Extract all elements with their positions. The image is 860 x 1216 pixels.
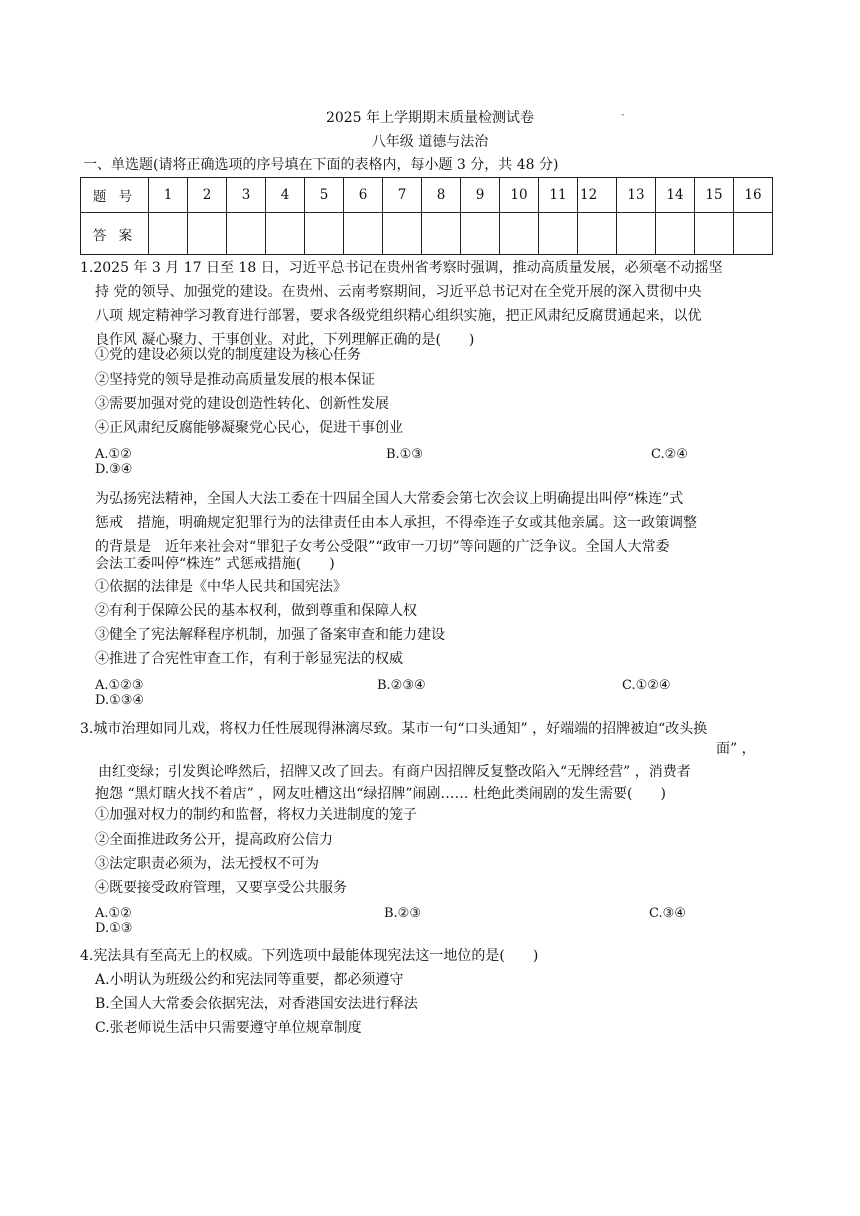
statement-item: ③需要加强对党的建设创造性转化、创新性发展 bbox=[95, 396, 389, 412]
statement-item: ②坚持党的领导是推动高质量发展的根本保证 bbox=[95, 372, 375, 388]
question-number-cell: 13 bbox=[617, 178, 656, 213]
option-b[interactable]: B.全国人大常委会依据宪法，对香港国安法进行释法 bbox=[95, 996, 418, 1012]
option-d[interactable]: D.①③ bbox=[95, 921, 133, 936]
statement-item: ③法定职责必须为，法无授权不可为 bbox=[95, 856, 319, 872]
statement-item: ④推进了合宪性审查工作，有利于彰显宪法的权威 bbox=[95, 651, 403, 667]
statement-item: ④正风肃纪反腐能够凝聚党心民心，促进干事创业 bbox=[95, 420, 403, 436]
option-b[interactable]: B.②③④ bbox=[377, 678, 426, 693]
option-b[interactable]: B.②③ bbox=[384, 906, 421, 921]
statement-item: ①加强对权力的制约和监督，将权力关进制度的笼子 bbox=[95, 807, 417, 823]
exam-subtitle: 八年级 道德与法治 bbox=[371, 134, 489, 150]
question-number-cell: 11 bbox=[539, 178, 578, 213]
question-stem-line: 3.城市治理如同儿戏，将权力任性展现得淋漓尽致。某市一句“口头通知” ，好端端的招牌被迫“改头换 bbox=[80, 721, 708, 737]
question-stem-line: 惩戒 措施，明确规定犯罪行为的法律责任由本人承担，不得牵连子女或其他亲属。这一政策调整 bbox=[95, 515, 697, 531]
option-c[interactable]: C.张老师说生活中只需要遵守单位规章制度 bbox=[95, 1020, 362, 1036]
question-stem-line: 的背景是 近年来社会对“罪犯子女考公受限”“政审一刀切”等问题的广泛争议。全国人大常委 bbox=[95, 539, 670, 555]
table-row-numbers bbox=[81, 178, 773, 213]
question-stem-line: 1.2025 年 3 月 17 日至 18 日，习近平总书记在贵州省考察时强调，推动高质量发展，必须毫不动摇坚 bbox=[80, 260, 723, 276]
statement-item: ②有利于保障公民的基本权利，做到尊重和保障人权 bbox=[95, 603, 417, 619]
answer-table bbox=[80, 177, 773, 255]
option-a[interactable]: A.①② bbox=[95, 906, 132, 921]
statement-item: ①依据的法律是《中华人民共和国宪法》 bbox=[95, 579, 347, 595]
header-mark: · bbox=[621, 108, 625, 122]
answer-cell[interactable] bbox=[656, 213, 695, 255]
question-number-cell: 7 bbox=[383, 178, 422, 213]
option-a[interactable]: A.①② bbox=[95, 447, 132, 462]
option-c[interactable]: C.③④ bbox=[649, 906, 686, 921]
question-number-cell: 15 bbox=[695, 178, 734, 213]
answer-cell[interactable] bbox=[149, 213, 188, 255]
answer-cell[interactable] bbox=[695, 213, 734, 255]
question-number-cell: 3 bbox=[227, 178, 266, 213]
answer-cell[interactable] bbox=[188, 213, 227, 255]
answer-cell[interactable] bbox=[422, 213, 461, 255]
option-d[interactable]: D.③④ bbox=[95, 462, 133, 477]
option-a[interactable]: A.①②③ bbox=[95, 678, 144, 693]
option-c[interactable]: C.①②④ bbox=[622, 678, 671, 693]
question-stem-line: 八项 规定精神学习教育进行部署，要求各级党组织精心组织实施，把正风肃纪反腐贯通起来，以优 bbox=[95, 308, 702, 324]
row-label-question-number: 题 号 bbox=[81, 178, 149, 213]
question-number-cell: 2 bbox=[188, 178, 227, 213]
question-number-cell: 1 bbox=[149, 178, 188, 213]
answer-cell[interactable] bbox=[734, 213, 773, 255]
question-number-cell: 12 bbox=[578, 178, 617, 213]
question-number-cell: 16 bbox=[734, 178, 773, 213]
option-c[interactable]: C.②④ bbox=[651, 447, 688, 462]
question-stem-line: 面” ， bbox=[716, 741, 756, 757]
question-number-cell: 6 bbox=[344, 178, 383, 213]
answer-cell[interactable] bbox=[344, 213, 383, 255]
statement-item: ②全面推进政务公开，提高政府公信力 bbox=[95, 832, 333, 848]
question-number-cell: 9 bbox=[461, 178, 500, 213]
answer-cell[interactable] bbox=[500, 213, 539, 255]
answer-cell[interactable] bbox=[266, 213, 305, 255]
question-stem-line: 为弘扬宪法精神，全国人大法工委在十四届全国人大常委会第七次会议上明确提出叫停“株连”式 bbox=[95, 491, 684, 507]
option-a[interactable]: A.小明认为班级公约和宪法同等重要，都必须遵守 bbox=[95, 972, 404, 988]
statement-item: ①党的建设必须以党的制度建设为核心任务 bbox=[95, 347, 361, 363]
statement-item: ④既要接受政府管理，又要享受公共服务 bbox=[95, 880, 347, 896]
row-label-answer: 答 案 bbox=[81, 213, 149, 255]
question-stem-line: 抱怨 “黑灯瞎火找不着店” ，网友吐槽这出“绿招牌”闹剧…… 杜绝此类闹剧的发生需要( ) bbox=[95, 786, 666, 802]
question-number-cell: 4 bbox=[266, 178, 305, 213]
question-stem-line: 4.宪法具有至高无上的权威。下列选项中最能体现宪法这一地位的是( ) bbox=[80, 948, 539, 964]
question-stem-line: 由红变绿；引发舆论哗然后，招牌又改了回去。有商户因招牌反复整改陷入“无牌经营” ，消费者 bbox=[98, 764, 691, 780]
answer-cell[interactable] bbox=[461, 213, 500, 255]
answer-cell[interactable] bbox=[383, 213, 422, 255]
table-row-answers bbox=[81, 213, 773, 255]
question-stem-line: 持 党的领导、加强党的建设。在贵州、云南考察期间，习近平总书记对在全党开展的深入贯彻中央 bbox=[95, 284, 702, 300]
exam-title: 2025 年上学期期末质量检测试卷 bbox=[325, 110, 535, 126]
answer-cell[interactable] bbox=[539, 213, 578, 255]
answer-cell[interactable] bbox=[305, 213, 344, 255]
option-b[interactable]: B.①③ bbox=[386, 447, 423, 462]
statement-item: ③健全了宪法解释程序机制，加强了备案审查和能力建设 bbox=[95, 627, 445, 643]
question-stem-line: 会法工委叫停“株连” 式惩戒措施( ) bbox=[95, 556, 335, 572]
question-number-cell: 10 bbox=[500, 178, 539, 213]
answer-cell[interactable] bbox=[617, 213, 656, 255]
answer-cell[interactable] bbox=[227, 213, 266, 255]
answer-cell[interactable] bbox=[578, 213, 617, 255]
question-number-cell: 14 bbox=[656, 178, 695, 213]
section-heading: 一、单选题(请将正确选项的序号填在下面的表格内，每小题 3 分，共 48 分) bbox=[83, 157, 559, 173]
option-d[interactable]: D.①③④ bbox=[95, 693, 145, 708]
question-number-cell: 5 bbox=[305, 178, 344, 213]
question-stem-line: 良作风 凝心聚力、干事创业。对此，下列理解正确的是( ) bbox=[95, 332, 475, 348]
question-number-cell: 8 bbox=[422, 178, 461, 213]
